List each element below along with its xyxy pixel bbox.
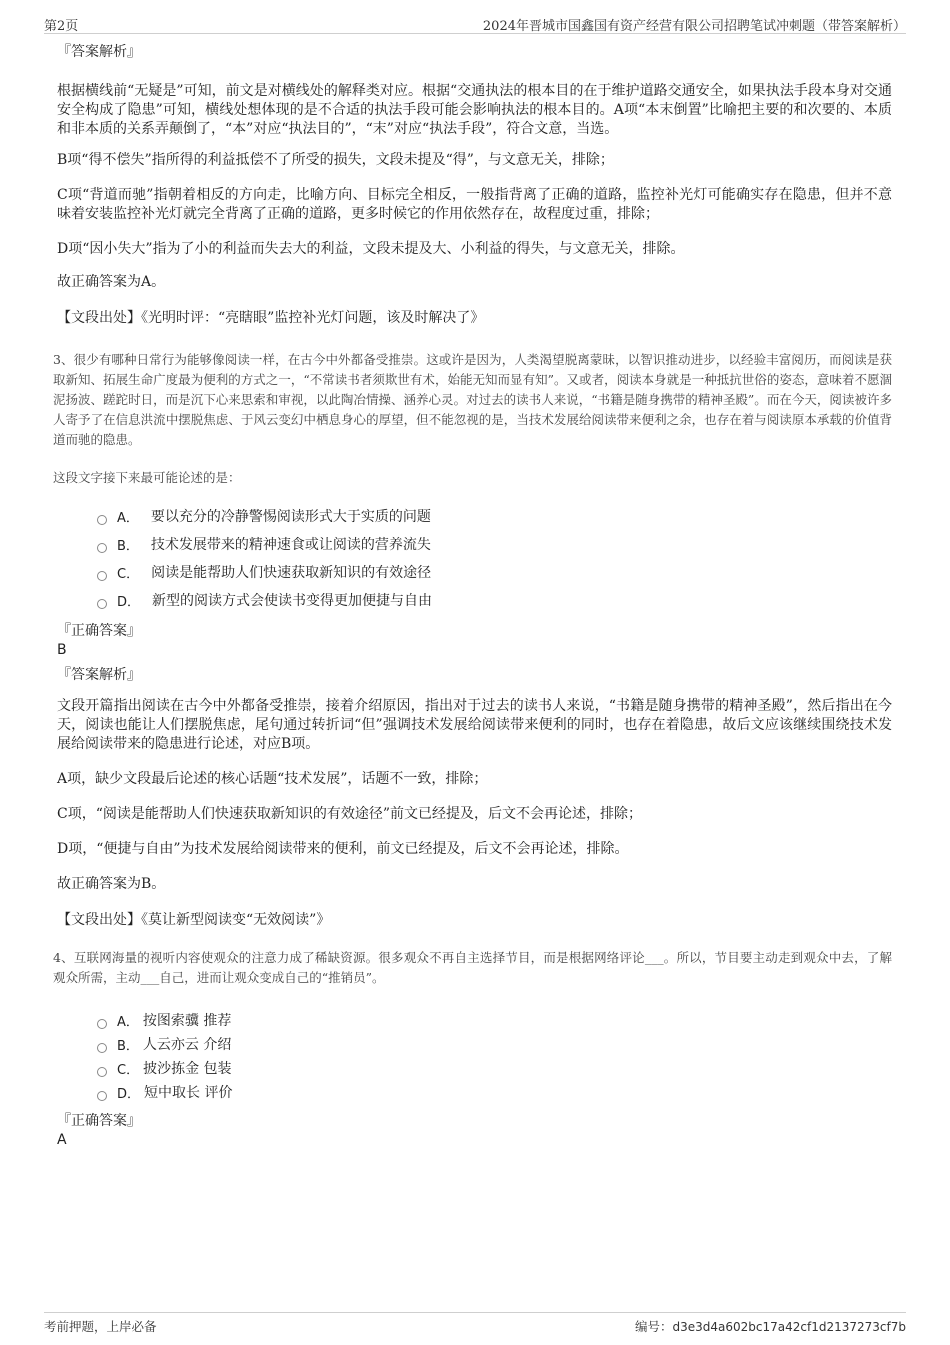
q4-options <box>97 1008 892 1104</box>
q3-analysis-label: 『答案解析』 <box>57 667 141 683</box>
q4-option-d[interactable] <box>97 1080 892 1104</box>
q3-option-d[interactable] <box>97 586 892 614</box>
option-letter: A． <box>117 1014 139 1030</box>
page-header <box>44 13 906 34</box>
q3-correct-answer: B <box>57 642 67 658</box>
q3-correct-label: 『正确答案』 <box>57 623 141 639</box>
q4-correct-answer: A <box>57 1132 67 1148</box>
option-text: 按图索骥 推荐 <box>142 1013 232 1029</box>
radio-icon[interactable] <box>97 1067 107 1077</box>
footer-slogan: 考前押题，上岸必备 <box>44 1319 157 1334</box>
option-text: 短中取长 评价 <box>144 1085 233 1101</box>
q3-source: 【文段出处】《莫让新型阅读变“无效阅读”》 <box>57 912 331 928</box>
radio-icon[interactable] <box>97 1091 107 1101</box>
q2-analysis-label: 『答案解析』 <box>57 44 141 60</box>
q3-prompt: 这段文字接下来最可能论述的是： <box>53 470 241 485</box>
option-text: 要以充分的冷静警惕阅读形式大于实质的问题 <box>150 509 431 525</box>
q3-option-b[interactable] <box>97 530 892 558</box>
q2-source: 【文段出处】《光明时评：“亮瞎眼”监控补光灯问题，该及时解决了》 <box>57 310 485 326</box>
page-number: 第2页 <box>44 19 79 34</box>
option-letter: D． <box>117 594 141 610</box>
q2-analysis-paragraph: B项“得不偿失”指所得的利益抵偿不了所受的损失，文段未提及“得”，与文意无关，排除； <box>57 152 614 168</box>
code-value: d3e3d4a602bc17a42cf1d2137273cf7b <box>672 1320 906 1334</box>
option-letter: C． <box>117 1062 140 1078</box>
page-content <box>53 42 892 1155</box>
option-letter: A． <box>117 510 139 526</box>
q3-analysis-paragraph: D项，“便捷与自由”为技术发展给阅读带来的便利，前文已经提及，后文不会再论述，排除。 <box>57 841 629 857</box>
q2-conclusion: 故正确答案为A。 <box>57 274 166 290</box>
q4-correct-label: 『正确答案』 <box>57 1113 141 1129</box>
q3-analysis-paragraph: A项，缺少文段最后论述的核心话题“技术发展”，话题不一致，排除； <box>57 771 488 787</box>
document-title: 2024年晋城市国鑫国有资产经营有限公司招聘笔试冲刺题（带答案解析） <box>482 19 906 34</box>
q3-option-c[interactable] <box>97 558 892 586</box>
q2-analysis-paragraph: D项“因小失大”指为了小的利益而失去大的利益，文段未提及大、小利益的得失，与文意无关，排除。 <box>57 241 685 257</box>
q4-option-a[interactable] <box>97 1008 892 1032</box>
radio-icon[interactable] <box>97 515 107 525</box>
q4-question-text: 4、互联网海量的视听内容使观众的注意力成了稀缺资源。很多观众不再自主选择节目，而是根据网络评论___。所以，节目要主动走到观众中去，了解观众所需，主动___自己，进而让观众变成自己的“推销员”。 <box>53 950 892 985</box>
option-letter: B． <box>117 538 139 554</box>
q4-option-b[interactable] <box>97 1032 892 1056</box>
option-text: 披沙拣金 包装 <box>143 1061 232 1077</box>
q3-question-text: 3、很少有哪种日常行为能够像阅读一样，在古今中外都备受推崇。这或许是因为，人类渴望脱离蒙昧，以智识推动进步，以经验丰富阅历，而阅读是获取新知、拓展生命广度最为便利的方式之一，“不常读书者须欺世有术，始能无知而显有知”。又或者，阅读本身就是一种抵抗世俗的姿态，意味着不愿涸泥扬波、蹉跎时日，而是沉下心来思索和审视，以此陶冶情操、涵养心灵。对过去的读书人来说，“书籍是随身携带的精神圣殿”。而在今天，阅读被许多人寄予了在信息洪流中摆脱焦虑、于风云变幻中栖息身心的厚望，但不能忽视的是，当技术发展给阅读带来便利之余，也存在着与阅读原本承载的价值背道而驰的隐患。 <box>53 352 892 447</box>
radio-icon[interactable] <box>97 1043 107 1053</box>
radio-icon[interactable] <box>97 1019 107 1029</box>
q4-option-c[interactable] <box>97 1056 892 1080</box>
q3-options <box>97 502 892 614</box>
q2-analysis-paragraph: C项“背道而驰”指朝着相反的方向走，比喻方向、目标完全相反，一般指背离了正确的道路，监控补光灯可能确实存在隐患，但并不意味着安装监控补光灯就完全背离了正确的道路，更多时候它的作用依然存在，故程度过重，排除； <box>57 187 892 222</box>
option-text: 阅读是能帮助人们快速获取新知识的有效途径 <box>151 565 432 581</box>
option-text: 人云亦云 介绍 <box>142 1037 232 1053</box>
option-text: 新型的阅读方式会使读书变得更加便捷与自由 <box>152 593 433 609</box>
footer-code <box>635 1317 906 1335</box>
option-letter: D． <box>117 1086 141 1102</box>
radio-icon[interactable] <box>97 543 107 553</box>
code-label: 编号： <box>635 1319 673 1334</box>
option-text: 技术发展带来的精神速食或让阅读的营养流失 <box>150 537 431 553</box>
q3-conclusion: 故正确答案为B。 <box>57 876 166 892</box>
q3-analysis-paragraph: 文段开篇指出阅读在古今中外都备受推崇，接着介绍原因，指出对于过去的读书人来说，“书籍是随身携带的精神圣殿”，然后指出在今天，阅读也能让人们摆脱焦虑，尾句通过转折词“但”强调技术发展给阅读带来便利的同时，也存在着隐患，故后文应该继续围绕技术发展给阅读带来的隐患进行论述，对应B项。 <box>57 698 892 752</box>
radio-icon[interactable] <box>97 599 107 609</box>
radio-icon[interactable] <box>97 571 107 581</box>
option-letter: C． <box>117 566 140 582</box>
option-letter: B． <box>117 1038 139 1054</box>
q3-option-a[interactable] <box>97 502 892 530</box>
q2-analysis-paragraph: 根据横线前“无疑是”可知，前文是对横线处的解释类对应。根据“交通执法的根本目的在于维护道路交通安全，如果执法手段本身对交通安全构成了隐患”可知，横线处想体现的是不合适的执法手段可能会影响执法的根本目的。A项“本末倒置”比喻把主要的和次要的、本质和非本质的关系弄颠倒了，“本”对应“执法目的”，“末”对应“执法手段”，符合文意，当选。 <box>57 83 892 137</box>
q3-analysis-paragraph: C项，“阅读是能帮助人们快速获取新知识的有效途径”前文已经提及，后文不会再论述，排除； <box>57 806 643 822</box>
page-footer <box>44 1312 906 1337</box>
